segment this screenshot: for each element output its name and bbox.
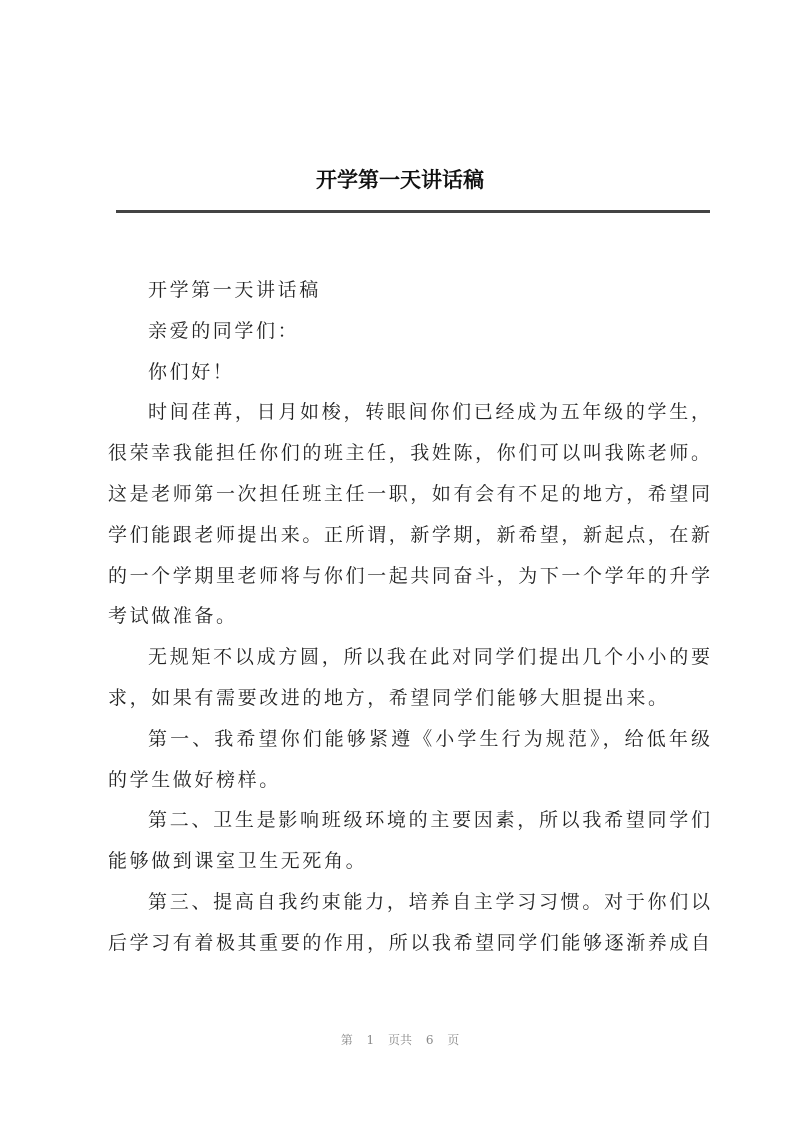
paragraph-line: 无规矩不以成方圆，所以我在此对同学们提出几个小小的要 xyxy=(148,646,710,669)
paragraph-line: 第二、卫生是影响班级环境的主要因素，所以我希望同学们 xyxy=(148,809,710,832)
paragraph-line: 你们好！ xyxy=(148,360,235,383)
paragraph-line: 后学习有着极其重要的作用，所以我希望同学们能够逐渐养成自 xyxy=(108,931,710,954)
paragraph-line: 的一个学期里老师将与你们一起共同奋斗，为下一个学年的升学 xyxy=(108,564,710,587)
paragraph-line: 这是老师第一次担任班主任一职，如有会有不足的地方，希望同 xyxy=(108,482,710,505)
paragraph-line: 开学第一天讲话稿 xyxy=(148,279,321,301)
paragraph-line: 考试做准备。 xyxy=(108,605,238,628)
paragraph-line: 第三、提高自我约束能力，培养自主学习习惯。对于你们以 xyxy=(148,890,710,913)
paragraph-line: 第一、我希望你们能够紧遵《小学生行为规范》，给低年级 xyxy=(148,727,710,750)
document-title: 开学第一天讲话稿 xyxy=(316,168,484,192)
paragraph-line: 的学生做好榜样。 xyxy=(108,768,281,791)
page-footer: 第 1 页共 6 页 xyxy=(340,1033,460,1047)
paragraph-line: 求，如果有需要改进的地方，希望同学们能够大胆提出来。 xyxy=(108,686,670,709)
paragraph-line: 时间荏苒，日月如梭，转眼间你们已经成为五年级的学生， xyxy=(148,401,710,424)
paragraph-line: 亲爱的同学们： xyxy=(148,319,300,342)
title-divider xyxy=(116,210,710,213)
paragraph-line: 能够做到课室卫生无死角。 xyxy=(108,850,368,873)
paragraph-line: 很荣幸我能担任你们的班主任，我姓陈，你们可以叫我陈老师。 xyxy=(108,442,710,465)
document-body xyxy=(108,270,710,964)
paragraph-line: 学们能跟老师提出来。正所谓，新学期，新希望，新起点，在新 xyxy=(108,523,710,546)
